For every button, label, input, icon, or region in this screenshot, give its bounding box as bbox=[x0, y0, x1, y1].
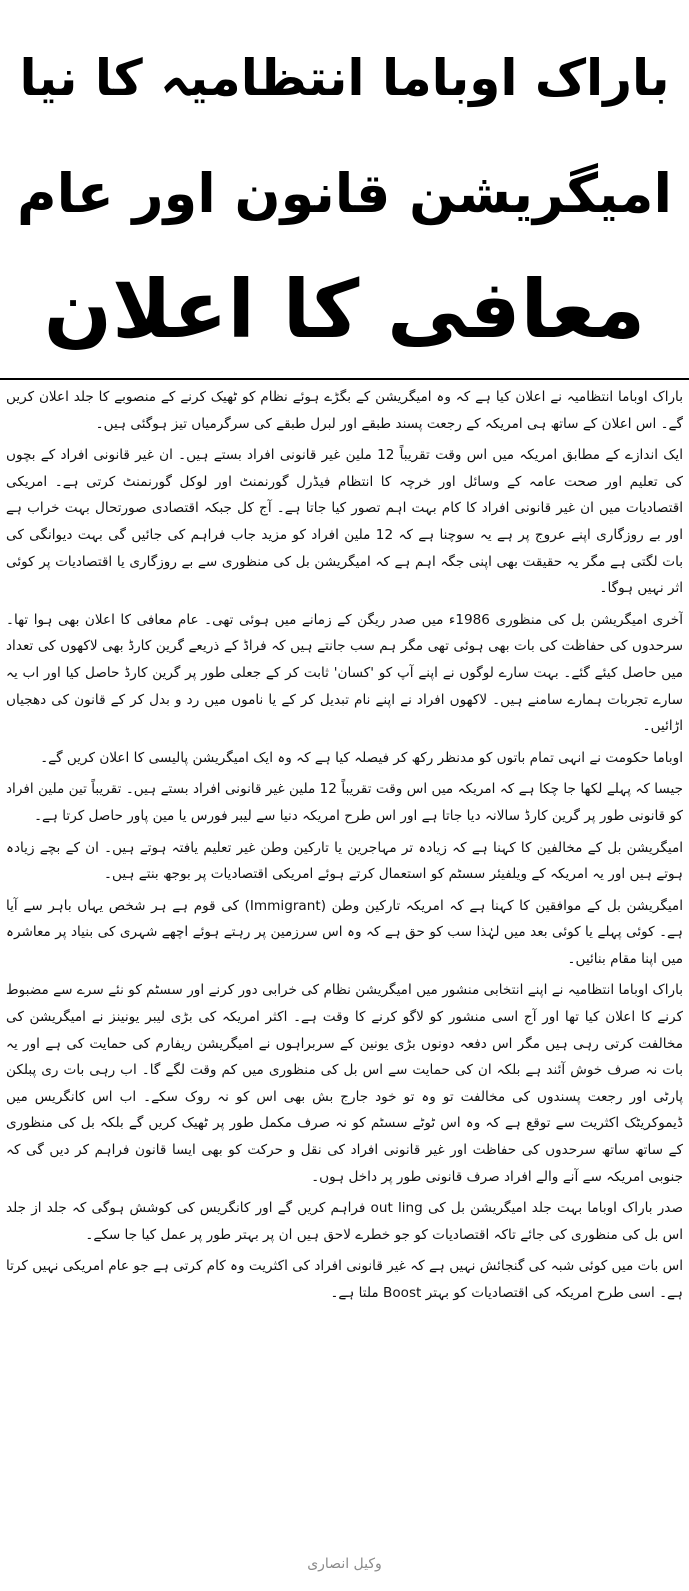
article-paragraph: جیسا کہ پہلے لکھا جا چکا ہے کہ امریکہ میں اس وقت تقریباً 12 ملین غیر قانونی افراد بستے ہیں۔ تقریباً تین ملین افراد کو قانونی طور پر گرین کارڈ سالانہ دیا جاتا ہے اور اس طرح امریکہ دنیا سے لیبر فورس یا مین پاور حاصل کرتا ہے۔ bbox=[6, 781, 683, 824]
headline-divider bbox=[0, 378, 689, 380]
article-paragraph: امیگریشن بل کے موافقین کا کہنا ہے کہ امریکہ تارکین وطن (Immigrant) کی قوم ہے ہر شخص یہاں باہر سے آیا ہے۔ کوئی پہلے یا کوئی بعد میں لہٰذا سب کو حق ہے کہ وہ اس سرزمین پر رہتے ہوئے اچھے شہری کی بنیاد پر معاشرہ میں اپنا مقام بنائیں۔ bbox=[6, 897, 683, 967]
headline-line: باراک اوباما انتظامیہ کا نیا bbox=[19, 49, 670, 107]
headline bbox=[14, 20, 675, 370]
article-paragraph: باراک اوباما انتظامیہ نے اعلان کیا ہے کہ وہ امیگریشن کے بگڑے ہوئے نظام کو ٹھیک کرنے کے منصوبے کا جلد اعلان کریں گے۔ اس اعلان کے ساتھ ہی امریکہ کے رجعت پسند طبقے اور لبرل طبقے کی سرگرمیاں تیز ہوگئی ہیں۔ bbox=[6, 389, 683, 432]
article-paragraph: امیگریشن بل کے مخالفین کا کہنا ہے کہ زیادہ تر مہاجرین یا تارکین وطن غیر تعلیم یافتہ ہوتے ہیں۔ ان کے بچے زیادہ ہوتے ہیں اور یہ امریکہ کے ویلفیئر سسٹم کو استعمال کرتے ہوئے امریکی اقتصادیات پر بوجھ بنتے ہیں۔ bbox=[6, 839, 683, 883]
article-body bbox=[6, 384, 683, 1549]
article-paragraph: آخری امیگریشن بل کی منظوری 1986ء میں صدر ریگن کے زمانے میں ہوئی تھی۔ عام معافی کا اعلان بھی ہوا تھا۔ سرحدوں کی حفاظت کی بات بھی ہوئی تھی مگر ہم سب جانتے ہیں کہ فراڈ کے ذریعے گرین کارڈ بھی لاکھوں کی تعداد میں حاصل کیئے گئے۔ بہت سارے لوگوں نے اپنے آپ کو 'کسان' ثابت کر کے جعلی طور پر گرین کارڈ حاصل کیا اور اب یہ سارے تجربات ہمارے سامنے ہیں۔ لاکھوں افراد نے اپنے نام تبدیل کر کے یا ناموں میں رد و بدل کر کے قانون کی دھجیاں اڑائیں۔ bbox=[6, 611, 683, 735]
headline-line: امیگریشن قانون اور عام bbox=[17, 162, 672, 225]
author-byline: وکیل انصاری bbox=[307, 1556, 382, 1572]
article-paragraph: باراک اوباما انتظامیہ نے اپنے انتخابی منشور میں امیگریشن نظام کی خرابی دور کرنے اور سسٹم کو نئے سرے سے مضبوط کرنے کا اعلان کیا تھا اور آج اسی منشور کو لاگو کرنے کا وقت ہے۔ اکثر امریکہ کی بڑی لیبر یونینز نے امیگریشن کی مخالفت کرتی رہی ہیں مگر اس دفعہ دونوں بڑی یونین کے سربراہوں نے امیگریشن ریفارم کی حمایت کی ہے اور یہ بات نہ صرف خوش آئند ہے بلکہ ان کی حمایت سے اس بل کی منظوری میں کم وقت لگے گا۔ اب رہی بات ری پبلکن پارٹی اور رجعت پسندوں کی مخالفت تو وہ تو خود جارج بش بھی اس کو نہ روک سکے۔ اب اس کانگریس میں ڈیموکریٹک اکثریت سے توقع ہے کہ وہ اس ٹوٹے سسٹم کو نہ صرف مکمل طور پر ٹھیک کریں گے بلکہ بل کی منظوری کے ساتھ ساتھ سرحدوں کی حفاظت اور غیر قانونی افراد کی نقل و حرکت کو بھی ایسا قانون فراہم کر دیں گی کہ جنوبی امریکہ سے آنے والے افراد صرف قانونی طور پر داخل ہوں۔ bbox=[6, 982, 683, 1185]
article-paragraph: صدر باراک اوباما بہت جلد امیگریشن بل کی out ling فراہم کریں گے اور کانگریس کی کوشش ہوگی کہ جلد از جلد اس بل کی منظوری کی جائے تاکہ اقتصادیات کو جو خطرے لاحق ہیں ان پر بہتر طور پر عمل کیا جا سکے۔ bbox=[6, 1200, 683, 1243]
headline-line: معافی کا اعلان bbox=[43, 263, 646, 356]
article-paragraph: اوباما حکومت نے انہی تمام باتوں کو مدنظر رکھ کر فیصلہ کیا ہے کہ وہ ایک امیگریشن پالیسی کا اعلان کریں گے۔ bbox=[40, 749, 683, 766]
article-paragraph: ایک اندازے کے مطابق امریکہ میں اس وقت تقریباً 12 ملین غیر قانونی افراد بستے ہیں۔ ان غیر قانونی افراد کے بچوں کی تعلیم اور صحت عامہ کے وسائل اور خرچہ کا انتظام فیڈرل گورنمنٹ اور لوکل گورنمنٹ کرتی ہے۔ امریکی اقتصادیات میں ان غیر قانونی افراد کا کام بہت اہم تصور کیا جاتا ہے۔ آج کل جبکہ اقتصادی صورتحال بہت خراب ہے اور بے روزگاری اپنے عروج پر ہے یہ سوچنا ہے کہ 12 ملین افراد کو مزید جاب فراہم کی جائیں گی بہت دیوانگی کی بات لگتی ہے مگر یہ حقیقت بھی اپنی جگہ اہم ہے کہ امیگریشن بل کی منظوری سے بے روزگاری یا اقتصادیات پر کوئی اثر نہیں ہوگا۔ bbox=[6, 447, 683, 597]
article-paragraph: اس بات میں کوئی شبہ کی گنجائش نہیں ہے کہ غیر قانونی افراد کی اکثریت وہ کام کرتی ہے جو عام امریکی نہیں کرتا ہے۔ اسی طرح امریکہ کی اقتصادیات کو بہتر Boost ملتا ہے۔ bbox=[6, 1258, 683, 1301]
